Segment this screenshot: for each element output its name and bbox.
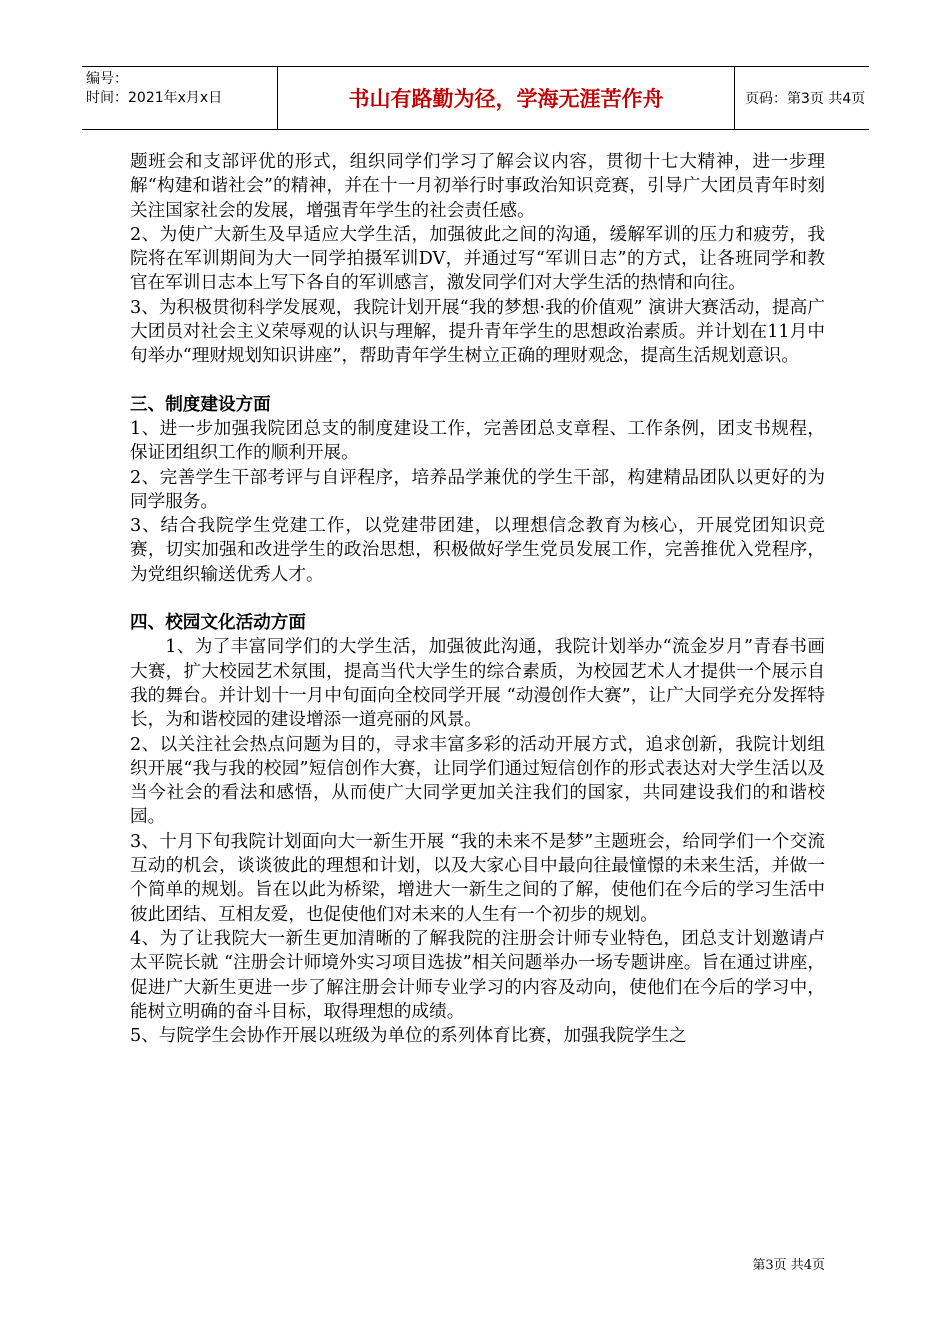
document-time-label: 时间：2021年x月x日	[86, 90, 223, 106]
header-motto: 书山有路勤为径，学海无涯苦作舟	[278, 67, 735, 129]
paragraph: 2、为使广大新生及早适应大学生活，加强彼此之间的沟通，缓解军训的压力和疲劳，我院将在军训期间为大一同学拍摄军训DV，并通过写“军训日志”的方式，让各班同学和教官在军训日志本上写下各自的军训感言，激发同学们对大学生活的热情和向往。	[130, 224, 825, 294]
paragraph: 3、为积极贯彻科学发展观，我院计划开展“我的梦想·我的价值观” 演讲大赛活动，提高广大团员对社会主义荣辱观的认识与理解，提升青年学生的思想政治素质。并计划在11月中旬举办“理财规划知识讲座”，帮助青年学生树立正确的理财观念，提高生活规划意识。	[130, 297, 825, 367]
header-meta	[82, 67, 278, 129]
section-heading: 四、校园文化活动方面	[130, 613, 306, 634]
paragraph: 2、完善学生干部考评与自评程序，培养品学兼优的学生干部，构建精品团队以更好的为同学服务。	[130, 467, 825, 512]
paragraph: 3、十月下旬我院计划面向大一新生开展 “我的未来不是梦”主题班会，给同学们一个交流互动的机会，谈谈彼此的理想和计划，以及大家心目中最向往最憧憬的未来生活，并做一个简单的规划。旨在以此为桥梁，增进大一新生之间的了解，使他们在今后的学习生活中彼此团结、互相友爱，也促使他们对未来的人生有一个初步的规划。	[130, 831, 825, 925]
document-number-label: 编号：	[86, 71, 128, 87]
paragraph: 1、进一步加强我院团总支的制度建设工作，完善团总支章程、工作条例，团支书规程，保证团组织工作的顺利开展。	[130, 418, 825, 464]
document-body	[130, 150, 825, 1048]
header-page-label: 页码：第3页 共4页	[745, 91, 866, 107]
paragraph: 5、与院学生会协作开展以班级为单位的系列体育比赛，加强我院学生之	[130, 1026, 687, 1047]
paragraph: 题班会和支部评优的形式，组织同学们学习了解会议内容，贯彻十七大精神，进一步理解“构建和谐社会”的精神，并在十一月初举行时事政治知识竞赛，引导广大团员青年时刻关注国家社会的发展，增强青年学生的社会责任感。	[130, 152, 825, 221]
paragraph: 3、结合我院学生党建工作，以党建带团建，以理想信念教育为核心，开展党团知识竞赛，切实加强和改进学生的政治思想，积极做好学生党员发展工作，完善推优入党程序，为党组织输送优秀人才。	[130, 516, 825, 585]
paragraph: 2、以关注社会热点问题为目的，寻求丰富多彩的活动开展方式，追求创新，我院计划组织开展“我与我的校园”短信创作大赛，让同学们通过短信创作的形式表达对大学生活以及当今社会的看法和感悟，从而使广大同学更加关注我们的国家，共同建设我们的和谐校园。	[130, 734, 825, 828]
page-header	[82, 66, 869, 130]
paragraph: 4、为了让我院大一新生更加清晰的了解我院的注册会计师专业特色，团总支计划邀请卢太平院长就 “注册会计师境外实习项目选拔”相关问题举办一场专题讲座。旨在通过讲座，促进广大新生更进一步了解注册会计师专业学习的内容及动向，使他们在今后的学习中，能树立明确的奋斗目标，取得理想的成绩。	[130, 928, 825, 1022]
paragraph: 1、为了丰富同学们的大学生活，加强彼此沟通，我院计划举办“流金岁月”青春书画大赛，扩大校园艺术氛围，提高当代大学生的综合素质，为校园艺术人才提供一个展示自我的舞台。并计划十一月中旬面向全校同学开展 “动漫创作大赛”，让广大同学充分发挥特长，为和谐校园的建设增添一道亮丽的风景。	[130, 637, 825, 731]
section-heading: 三、制度建设方面	[130, 394, 271, 415]
page-footer: 第3页 共4页	[752, 1258, 825, 1273]
